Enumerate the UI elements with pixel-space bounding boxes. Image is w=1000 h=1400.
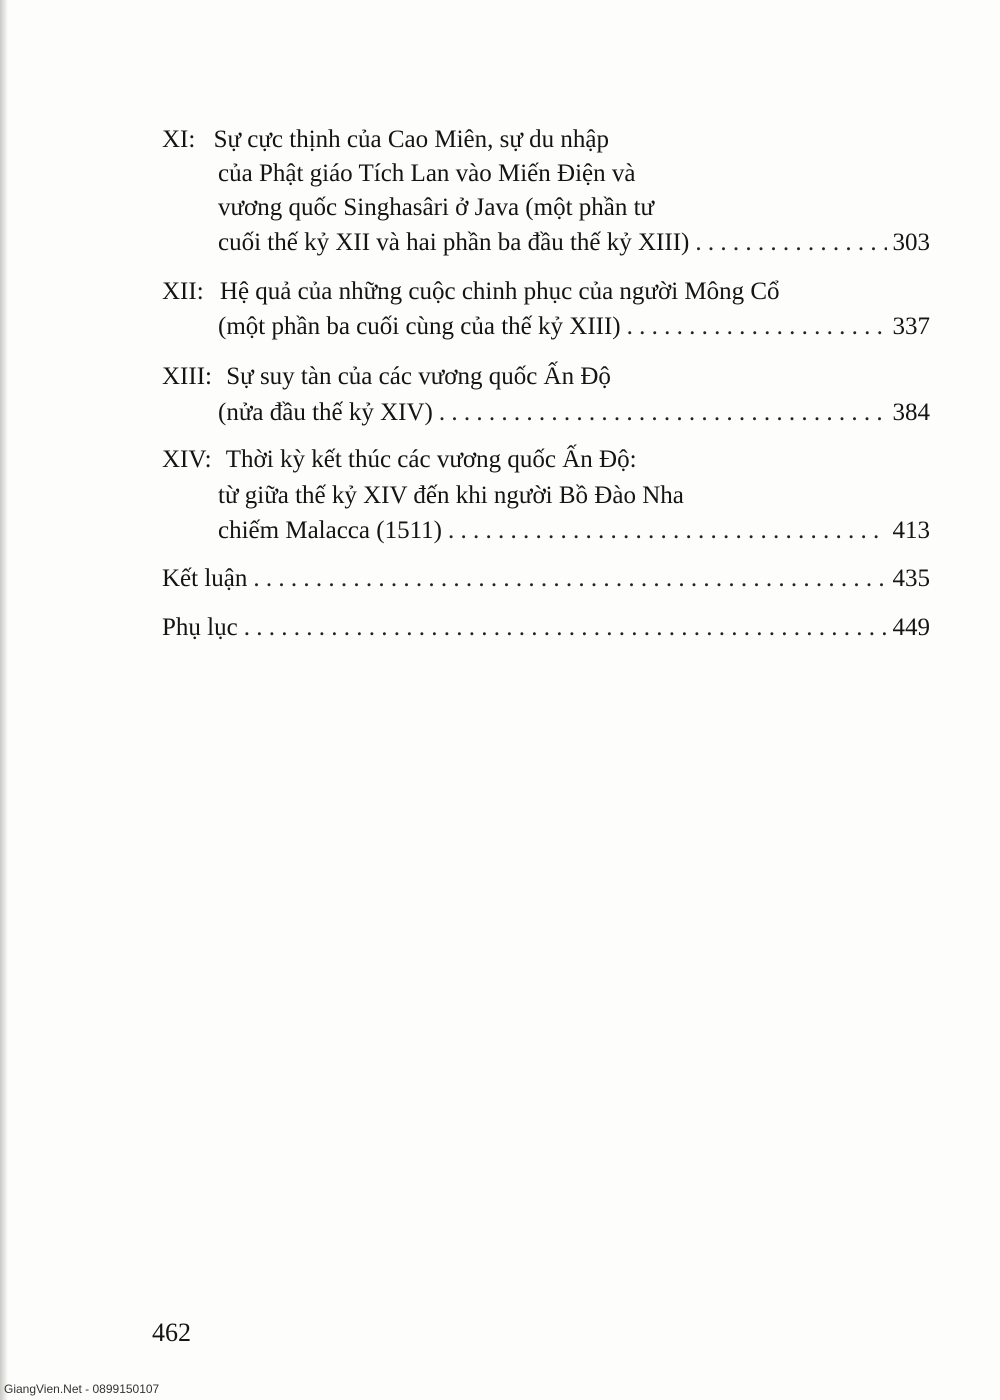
page-folio-number: 462 <box>152 1318 191 1347</box>
chapter-title-last-line: cuối thế kỷ XII và hai phần ba đầu thế kỷ XIII) <box>218 229 690 256</box>
chapter-title-line: Sự suy tàn của các vương quốc Ấn Độ <box>226 363 611 390</box>
chapter-title-line: Thời kỳ kết thúc các vương quốc Ấn Độ: <box>225 446 637 473</box>
page-number: 449 <box>892 614 930 641</box>
chapter-title-last-line: chiếm Malacca (1511) <box>218 517 442 544</box>
section-title: Phụ lục <box>162 614 238 641</box>
section-title: Kết luận <box>162 565 248 592</box>
dot-leader <box>253 562 886 596</box>
dot-leader <box>244 611 887 645</box>
chapter-number: XI: <box>162 126 196 153</box>
chapter-title-line: Hệ quả của những cuộc chinh phục của người Mông Cổ <box>219 278 780 305</box>
chapter-title-line: vương quốc Singhasâri ở Java (một phần tư <box>218 194 655 221</box>
page-edge-shadow <box>0 0 8 1400</box>
page-number: 435 <box>892 565 930 592</box>
chapter-number: XIV: <box>162 446 212 473</box>
page-number: 303 <box>892 229 930 256</box>
chapter-title-last-line: (một phần ba cuối cùng của thế kỷ XIII) <box>218 313 621 340</box>
dot-leader <box>695 226 886 260</box>
dot-leader <box>627 310 887 344</box>
page-number: 413 <box>892 517 930 544</box>
watermark-text: GiangVien.Net - 0899150107 <box>4 1382 160 1396</box>
chapter-number: XIII: <box>162 363 212 390</box>
page-number: 384 <box>892 399 930 426</box>
chapter-title-line: Sự cực thịnh của Cao Miên, sự du nhập <box>213 126 610 153</box>
dot-leader <box>439 396 887 430</box>
chapter-title-line: từ giữa thế kỷ XIV đến khi người Bồ Đào Nha <box>218 482 684 509</box>
chapter-number: XII: <box>162 278 204 305</box>
chapter-title-line: của Phật giáo Tích Lan vào Miến Điện và <box>218 160 636 187</box>
page-number: 337 <box>892 313 930 340</box>
chapter-title-last-line: (nửa đầu thế kỷ XIV) <box>218 399 433 426</box>
dot-leader <box>448 514 887 548</box>
